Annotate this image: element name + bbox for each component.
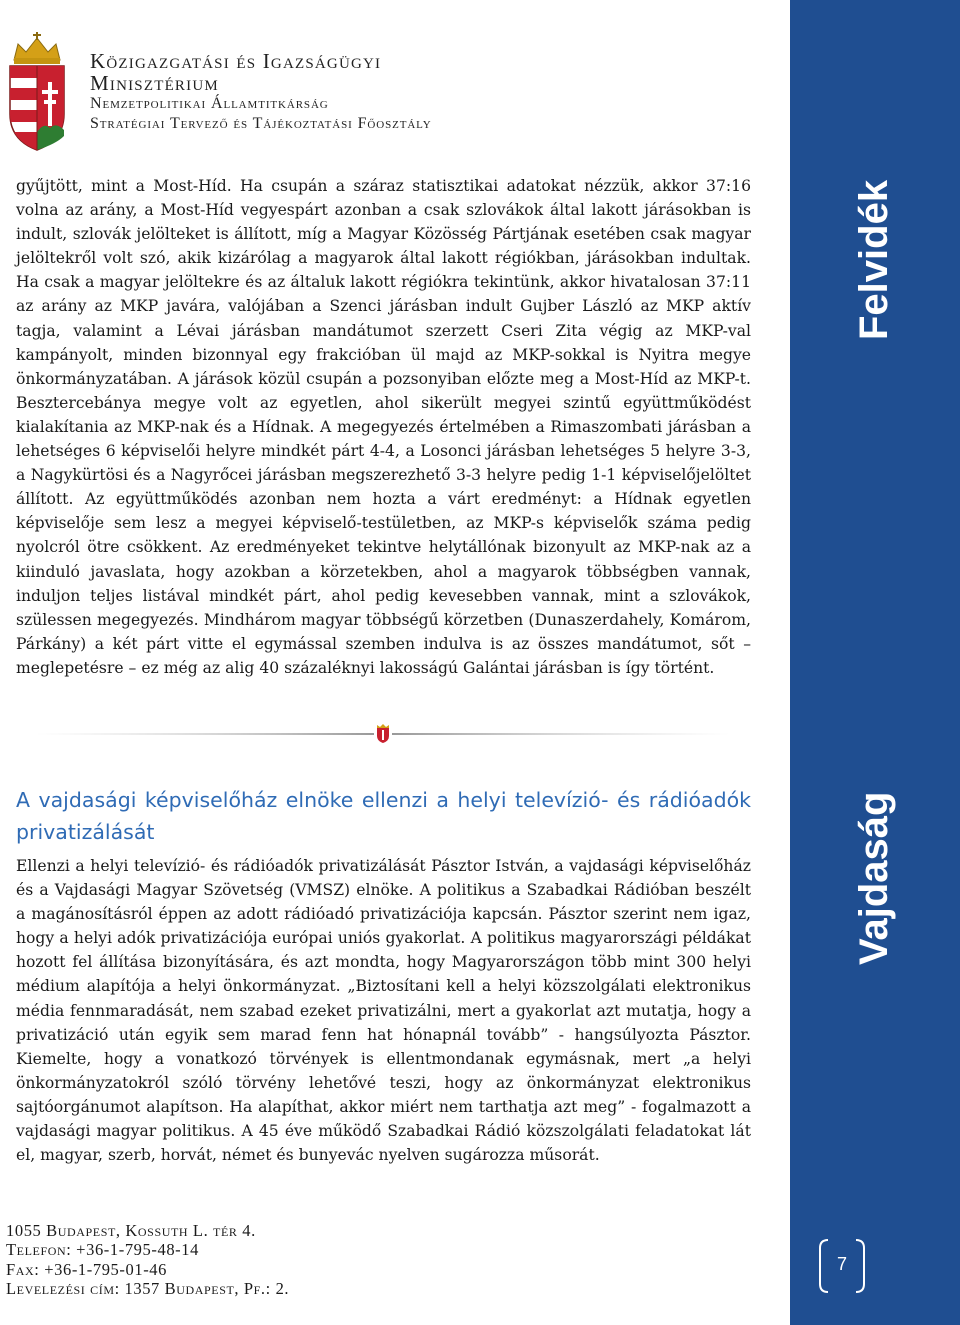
contact-footer [6,1221,289,1298]
footer-phone: Telefon: +36-1-795-48-14 [6,1240,199,1260]
footer-mail: Levelezési cím: 1357 Budapest, Pf.: 2. [6,1278,290,1298]
ministry-name-line1: Közigazgatási és Igazságügyi [90,49,382,73]
footer-address: 1055 Budapest, Kossuth L. tér 4. [6,1221,256,1240]
page-number: 7 [836,1254,847,1274]
article-vajdasag-title: A vajdasági képviselőház elnöke ellenzi a helyi televízió- és rádióadók privatizálását [16,788,751,844]
ministry-name-line4: Stratégiai Tervező és Tájékoztatási Főosztály [90,115,432,132]
ministry-name-line3: Nemzetpolitikai Államtitkárság [90,95,329,112]
ministry-header [90,50,432,134]
article-vajdasag-paragraph: Ellenzi a helyi televízió- és rádióadók privatizálását Pásztor István, a vajdasági képviselőház és a Vajdasági Magyar Szövetség (VMSZ) elnöke. A politikus a Szabadkai Rádióban beszélt a magánosításról éppen az adott rádióadó privatizációja kapcsán. Pásztor szerint nem igaz, hogy a helyi adók privatizációja európai uniós gyakorlat. A politikus magyarországi példákat hozott fel állítása bizonyítására, és azt mondta, hogy Magyarországon több mint 300 helyi médium alapítója a helyi önkormányzat. „Biztosítani kell a helyi közszolgálati elektronikus média fennmaradását, nem szabad ezeket privatizálni, mert a gyakorlat azt mutatja, hogy a privatizáció után egyik sem marad fenn hat hónapnál tovább” - hangsúlyozta Pásztor. Kiemelte, hogy a vonatkozó törvények is ellentmondanak egymásnak, mert „a helyi önkormányzatokról szóló törvény lehetővé teszi, hogy az önkormányzat elektronikus sajtóorgánumot alapítson. Ha alapíthat, akkor miért nem tarthatja azt meg” - fogalmazott a vajdasági magyar politikus. A 45 éve működő Szabadkai Rádió közszolgálati feladatokat lát el, magyar, szerb, horvát, német és bunyevác nyelven sugározza műsorát. [16,857,751,1165]
section-label-vajdasag: Vajdaság [852,791,896,965]
footer-fax: Fax: +36-1-795-01-46 [6,1259,168,1279]
section-divider [36,724,730,744]
coat-of-arms-icon [6,32,68,152]
section-label-felvidek: Felvidék [852,179,896,340]
ministry-name-line2: Minisztérium [90,71,219,95]
small-coat-icon [377,724,389,743]
article-felvidek-paragraph: gyűjtött, mint a Most-Híd. Ha csupán a száraz statisztikai adatokat nézzük, akkor 37:16 volna az arány, a Most-Híd vegyespárt azonban a csak szlovákok által lakott járásokban is indult, szlovák jelölteket is állított, míg a Magyar Közösség Pártjának esetében csak magyar jelöltekről volt szó, akik kizárólag a magyarok által lakott régiókban, járásokban indultak. Ha csak a magyar jelöltekre és az általuk lakott régiókra tekintünk, akkor hivatalosan 37:11 az arány az MKP javára, valójában a Szenci járásban indult Gujber László az MKP aktív tagja, valamint a Lévai járásban mandátumot szerzett Cseri Zita végig az MKP-val kampányolt, minden bizonnyal egy frakcióban ül majd az MKP-sokkal is Nyitra megye önkormányzatában. A járások közül csupán a pozsonyiban előzte meg a Most-Híd az MKP-t. Besztercebánya megye volt az egyetlen, ahol sikerült megyei szintű együttműködést kialakítania az MKP-nak és a Hídnak. A megegyezés értelmében a Rimaszombati járásban a lehetséges 6 képviselői helyre mindkét párt 4-4, a Losonci járásban lehetséges 5 helyre 3-3, a Nagykürtösi és a Nagyrőcei járásban megszerezhető 3-3 helyre pedig 1-1 képviselőjelöltet állított. Az együttműködés azonban nem hozta a várt eredményt: a Hídnak egyetlen képviselője sem lesz a megyei képviselő-testületben, az MKP-s képviselők száma pedig nyolcról ötre csökkent. Az eredményeket tekintve helytállónak bizonyult az MKP-nak az a kiinduló javaslata, hogy azokban a körzetekben, ahol a magyarok többségben vannak, induljon teljes listával mindkét párt, ahol pedig kevesebben vannak, mint a szlovákok, szülessen megegyezés. Mindhárom magyar többségű körzetben (Dunaszerdahely, Komárom, Párkány) a két párt vitte el egymással szemben indulva is az összes mandátumot, sőt – meglepetésre – ez még az alig 40 százaléknyi lakosságú Galántai járásban is így történt. [16,177,751,677]
